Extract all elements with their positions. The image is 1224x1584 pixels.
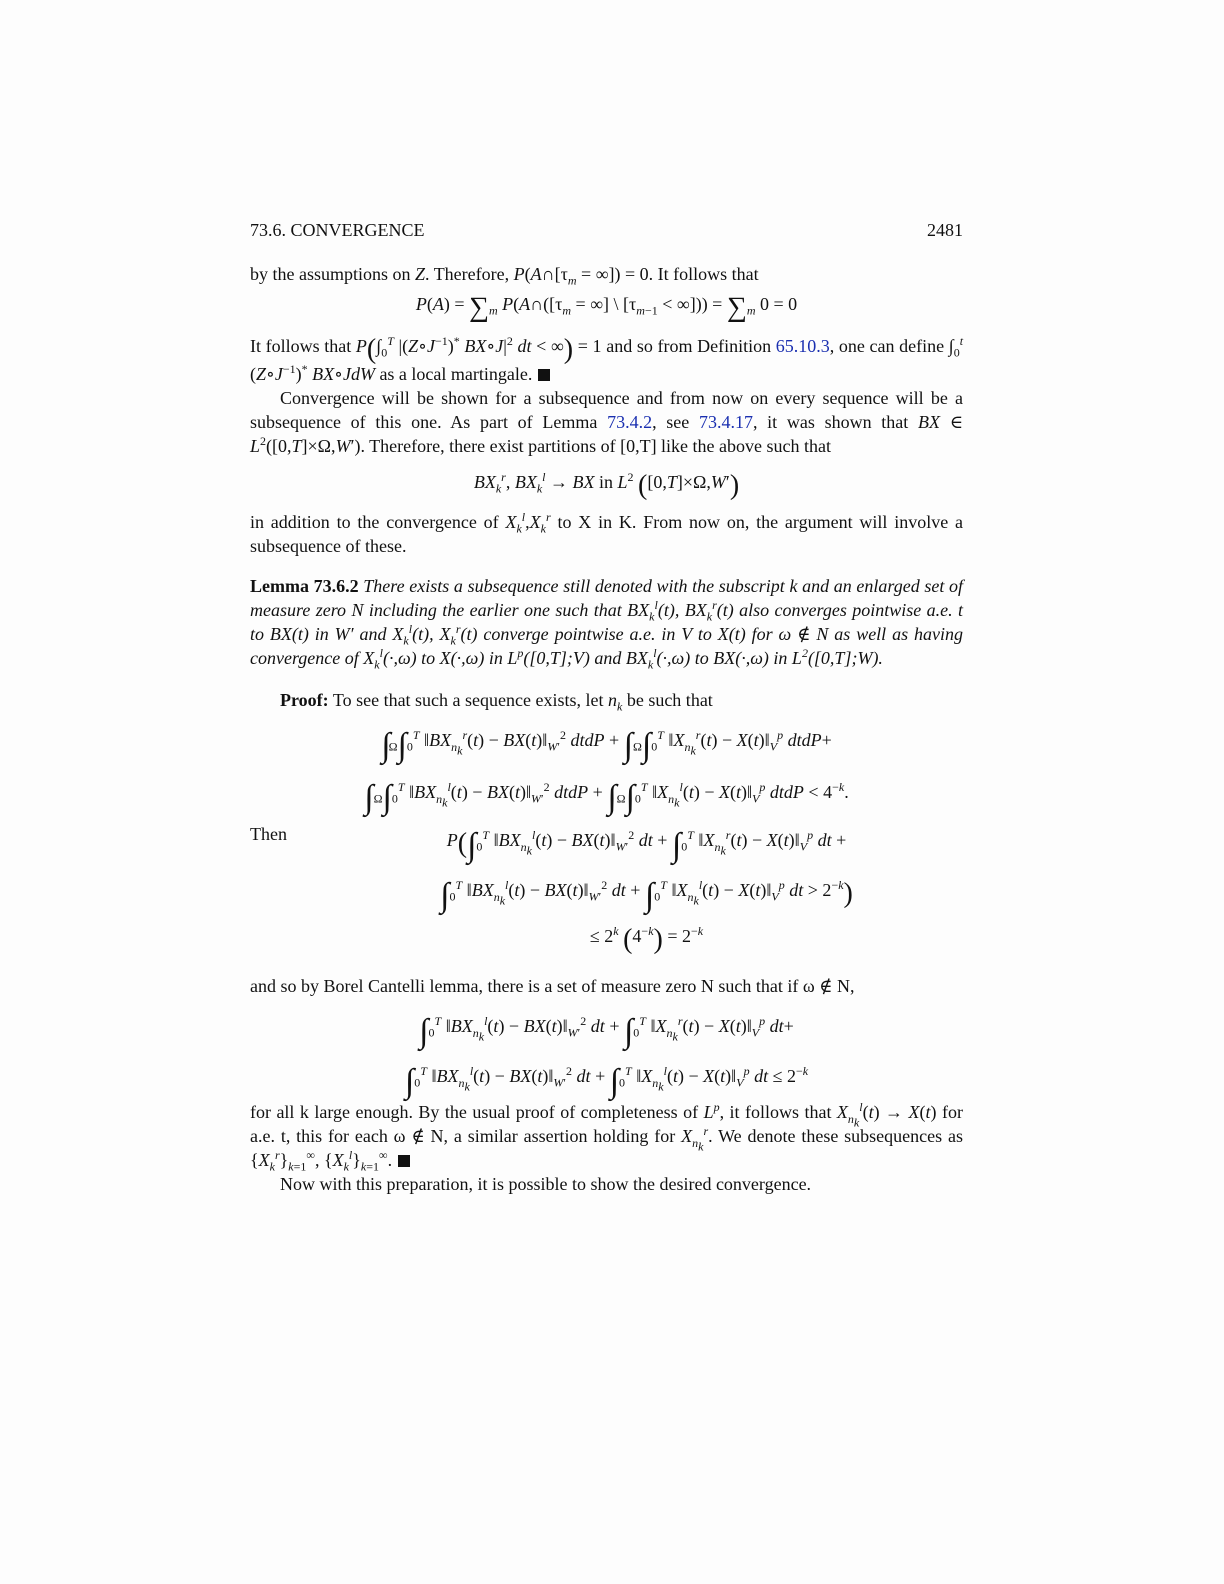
- equation-as-line1: $\int_0^T$ $‖BX_{n_k}^l(t)$ − $BX(t)‖_{W'}^2$ dt + $\int_0^T$ $‖X_{n_k}^r(t)$ − $X(t)‖_V^p$ dt+: [419, 1013, 794, 1050]
- then-label: Then: [250, 824, 287, 844]
- paragraph-assumptions: by the assumptions on Z. Therefore, $P(A\cap[\tau_m$ = ∞]) = 0. It follows that: [250, 264, 759, 288]
- paragraph-subsequence: in addition to the convergence of $X_k^l,X_k^r$ to X in K. From now on, the argument will involve a subsequence of these.: [250, 510, 963, 556]
- running-header: [250, 218, 963, 242]
- paragraph-local-martingale: It follows that $P(\int_0^T$ $|(Z\circ J^{-1})^*$ $BX\circ J|^2$ dt < ∞) = 1 and so from Definition 65.10.3, one can define $\int_0^t$ $(Z\circ J^{-1})^*$ BX∘JdW as a local martingale.: [250, 334, 964, 384]
- then-block: [250, 816, 963, 958]
- equation-prob-bound: ≤ $2^k$ $(4^{-k}) = 2^{-k}$: [589, 924, 704, 955]
- equation-bx-convergence: $BX_k^r$, $BX_k^l$ → BX in $L^2$ ([0,T]×Ω,W′): [473, 470, 740, 501]
- equation-prob-line2: $\int_0^T$ $‖BX_{n_k}^l(t)$ − $BX(t)‖_{W'}^2$ dt + $\int_0^T$ $‖X_{n_k}^l(t)$ − $X(t)‖_V^p$ dt > $2^{-k}$): [440, 877, 853, 914]
- equation-PA: $P(A) = \sum_m$ $P(A\cap([\tau_m$ = ∞] \ [$\tau_{m-1}$ < ∞])) = $\sum_m$ 0 = 0: [415, 292, 798, 323]
- proof: Proof: To see that such a sequence exists, let $n_k$ be such that: [280, 690, 713, 714]
- lemma-statement: Lemma 73.6.2 There exists a subsequence still denoted with the subscript k and an enlarged set of measure zero N including the earlier one such that $BX_k^l(t)$, $BX_k^r(t)$ also converges pointwise a.e. t to BX(t) in W′ and $X_k^l(t)$, $X_k^r(t)$ converge pointwise a.e. in V to X(t) for ω ∉ N as well as having convergence of $X_k^l(\cdot,\omega)$ to X(·,ω) in $L^p([0,T];V)$ and $BX_k^l(\cdot,\omega)$ to BX(·,ω) in $L^2([0,T];W)$.: [250, 576, 964, 672]
- definition-link[interactable]: 65.10.3: [775, 336, 830, 356]
- paragraph-closing: Now with this preparation, it is possible to show the desired convergence.: [280, 1174, 812, 1194]
- proof-label: Proof:: [280, 690, 329, 710]
- paragraph-completeness: for all k large enough. By the usual proof of completeness of $L^p$, it follows that $X_{n_k}^l(t) \to X(t)$ for a.e. t, this for each ω ∉ N, a similar assertion holding for $X_{n_k}^r$. We denote these subsequences as $\{X_k^r\}_{k=1}^\infty$, $\{X_k^l\}_{k=1}^\infty$.: [250, 1100, 963, 1174]
- qed-square-icon: [538, 369, 550, 381]
- paragraph-borel-cantelli: and so by Borel Cantelli lemma, there is a set of measure zero N such that if ω ∉ N,: [250, 976, 855, 996]
- lemma-link[interactable]: 73.4.2: [607, 412, 653, 432]
- paragraph-convergence: Convergence will be shown for a subsequence and from now on every sequence will be a subsequence of this one. As part of Lemma 73.4.2, see 73.4.17, it was shown that BX ∈ $L^2([0,T]\times\Omega,W')$. Therefore, there exist partitions of [0,T] like the above such that: [250, 388, 964, 456]
- equation-prob-line1: $P(\int_0^T$ $‖BX_{n_k}^l(t)$ − $BX(t)‖_{W'}^2$ dt + $\int_0^T$ $‖X_{n_k}^r(t)$ − $X(t)‖_V^p$ dt +: [446, 827, 847, 864]
- page-number: 2481: [927, 220, 963, 240]
- section-title: 73.6. CONVERGENCE: [250, 220, 425, 240]
- lemma-label: Lemma 73.6.2: [250, 576, 359, 596]
- qed-square-icon: [398, 1155, 410, 1167]
- equation-sum-line2: $\int_\Omega\int_0^T$ $‖BX_{n_k}^l(t)$ − $BX(t)‖_{W'}^2$ dtdP + $\int_\Omega\int_0^T$ $‖X_{n_k}^l(t)$ − $X(t)‖_V^p$ dtdP < $4^{-k}$.: [364, 779, 849, 816]
- equation-as-line2: $\int_0^T$ $‖BX_{n_k}^l(t)$ − $BX(t)‖_{W'}^2$ dt + $\int_0^T$ $‖X_{n_k}^l(t)$ − $X(t)‖_V^p$ dt ≤ $2^{-k}$: [404, 1063, 809, 1100]
- equation-sum-line1: $\int_\Omega\int_0^T$ $‖BX_{n_k}^r(t)$ − $BX(t)‖_{W'}^2$ dtdP + $\int_\Omega\int_0^T$ $‖X_{n_k}^r(t)$ − $X(t)‖_V^p$ dtdP+: [381, 727, 832, 764]
- page-content: [250, 218, 963, 1196]
- equation-link[interactable]: 73.4.17: [698, 412, 753, 432]
